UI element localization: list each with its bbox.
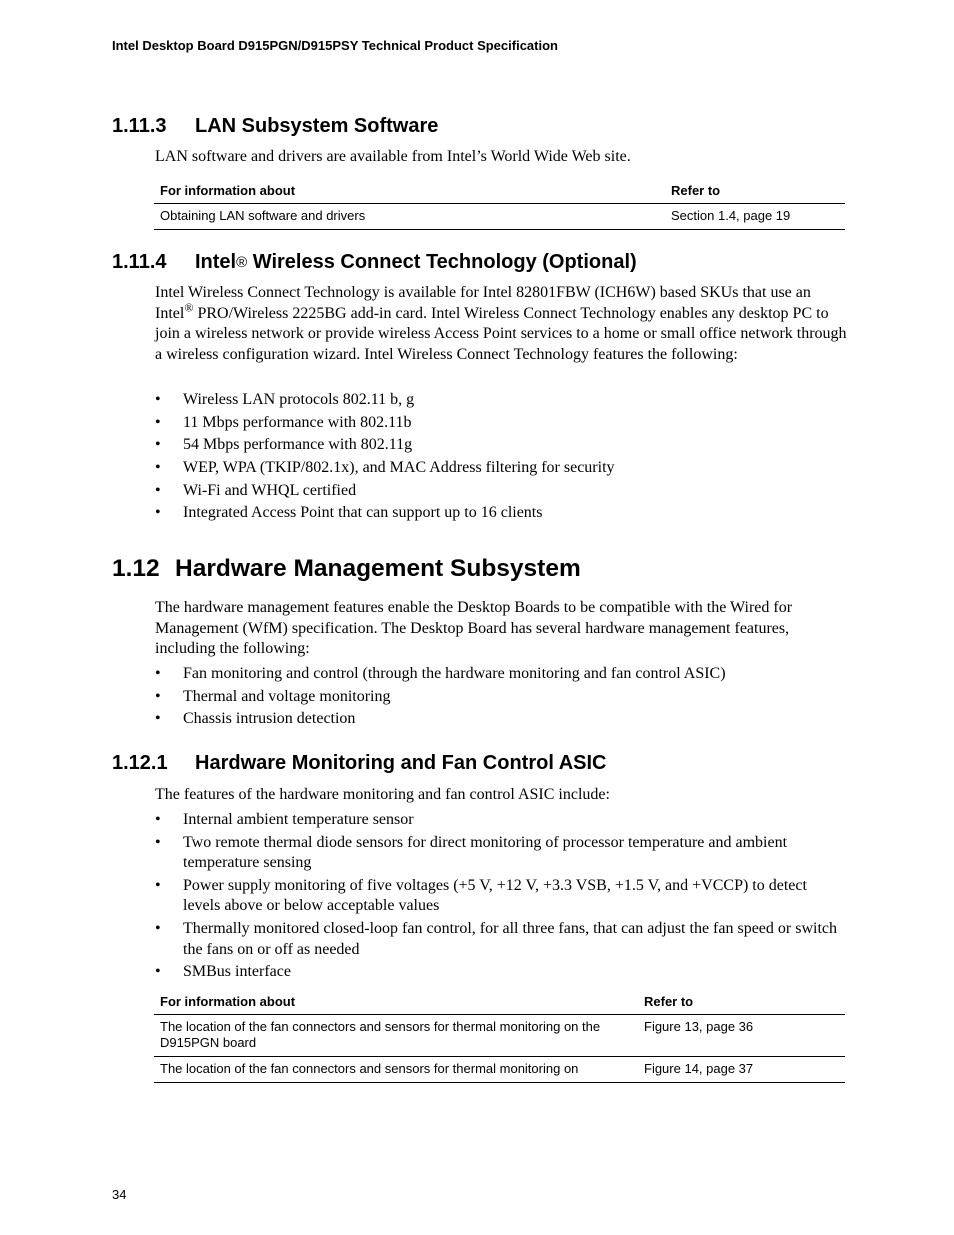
table-header-topic: For information about xyxy=(154,179,665,204)
wireless-connect-intro xyxy=(155,283,847,365)
table-cell-topic: The location of the fan connectors and sensors for thermal monitoring on the D915PGN board xyxy=(154,1015,638,1057)
list-item xyxy=(155,503,847,524)
list-item-text: Internal ambient temperature sensor xyxy=(183,811,414,828)
table-header-refer: Refer to xyxy=(665,179,845,204)
bullet-icon: • xyxy=(155,413,161,431)
list-item-text: 11 Mbps performance with 802.11b xyxy=(183,413,412,431)
table-cell-topic: Obtaining LAN software and drivers xyxy=(154,204,665,230)
list-item xyxy=(155,919,847,960)
list-item-text: Thermally monitored closed-loop fan control, for all three fans, that can adjust the fan speed or switch the fans on or off as needed xyxy=(183,920,838,958)
bullet-icon: • xyxy=(155,436,161,454)
bullet-icon: • xyxy=(155,811,161,828)
list-item xyxy=(155,962,847,983)
list-item-text: SMBus interface xyxy=(183,963,291,981)
bullet-icon: • xyxy=(155,391,161,408)
bullet-icon: • xyxy=(155,710,161,728)
running-header: Intel Desktop Board D915PGN/D915PSY Technical Product Specification xyxy=(112,38,558,53)
lan-reference-table xyxy=(154,179,845,230)
section-number: 1.12.1 xyxy=(112,752,168,774)
list-item xyxy=(155,664,847,685)
table-header-row xyxy=(154,990,845,1015)
table-header-topic: For information about xyxy=(154,990,638,1015)
asic-features-list xyxy=(155,810,847,985)
list-item-text: WEP, WPA (TKIP/802.1x), and MAC Address filtering for security xyxy=(183,459,615,477)
list-item-text: Integrated Access Point that can support up to 16 clients xyxy=(183,504,543,522)
section-title-rest: Wireless Connect Technology (Optional) xyxy=(247,251,637,273)
section-heading-1-11-3 xyxy=(112,115,438,138)
registered-mark: ® xyxy=(184,300,194,315)
table-cell-refer: Figure 14, page 37 xyxy=(638,1057,845,1083)
fan-reference-table xyxy=(154,990,845,1083)
section-heading-1-12 xyxy=(112,555,581,583)
table-cell-topic: The location of the fan connectors and sensors for thermal monitoring on xyxy=(154,1057,638,1083)
list-item-text: Chassis intrusion detection xyxy=(183,710,356,728)
section-heading-1-11-4 xyxy=(112,251,637,274)
bullet-icon: • xyxy=(155,833,161,851)
section-heading-1-12-1 xyxy=(112,752,606,775)
list-item xyxy=(155,390,847,411)
bullet-icon: • xyxy=(155,920,161,938)
bullet-icon: • xyxy=(155,687,161,705)
list-item xyxy=(155,481,847,502)
wireless-intro-part2: PRO/Wireless 2225BG add-in card. Intel Wireless Connect Technology enables any desktop PC to join a wireless network or provide wireless Access Point services to a home or small office network through a wireless configuration wizard. Intel Wireless Connect Technology features the following: xyxy=(155,304,847,363)
hardware-management-intro: The hardware management features enable the Desktop Boards to be compatible with the Wired for Management (WfM) specification. The Desktop Board has several hardware management features, including the following: xyxy=(155,599,793,657)
list-item-text: Power supply monitoring of five voltages (+5 V, +12 V, +3.3 VSB, +1.5 V, and +VCCP) to detect levels above or below acceptable values xyxy=(183,876,807,915)
registered-mark: ® xyxy=(236,254,248,271)
list-item-text: Wi-Fi and WHQL certified xyxy=(183,481,357,499)
hardware-management-list xyxy=(155,664,847,732)
table-row xyxy=(154,204,845,230)
bullet-icon: • xyxy=(155,481,161,499)
section-number: 1.11.3 xyxy=(112,115,167,137)
table-row xyxy=(154,1015,845,1057)
table-cell-refer: Section 1.4, page 19 xyxy=(665,204,845,230)
section-number: 1.12 xyxy=(112,555,160,582)
bullet-icon: • xyxy=(155,459,161,477)
table-cell-refer: Figure 13, page 36 xyxy=(638,1015,845,1057)
section-title: Hardware Management Subsystem xyxy=(175,555,581,582)
table-header-row xyxy=(154,179,845,204)
table-row xyxy=(154,1057,845,1083)
list-item xyxy=(155,833,847,874)
bullet-icon: • xyxy=(155,504,161,522)
wireless-intro-part1: Intel Wireless Connect Technology is available for Intel 82801FBW (ICH6W) based SKUs that use an Intel xyxy=(155,284,811,322)
lan-software-intro: LAN software and drivers are available from Intel’s World Wide Web site. xyxy=(155,148,631,165)
page-number: 34 xyxy=(112,1187,127,1202)
list-item xyxy=(155,413,847,434)
list-item xyxy=(155,810,847,831)
table-header-refer: Refer to xyxy=(638,990,845,1015)
section-title: LAN Subsystem Software xyxy=(195,115,439,137)
list-item-text: Fan monitoring and control (through the hardware monitoring and fan control ASIC) xyxy=(183,665,726,682)
list-item xyxy=(155,687,847,708)
list-item xyxy=(155,709,847,730)
section-number: 1.11.4 xyxy=(112,251,167,273)
section-title-intel: Intel xyxy=(195,251,237,273)
list-item xyxy=(155,876,847,917)
bullet-icon: • xyxy=(155,665,161,682)
bullet-icon: • xyxy=(155,963,161,981)
list-item-text: 54 Mbps performance with 802.11g xyxy=(183,436,413,454)
list-item xyxy=(155,435,847,456)
bullet-icon: • xyxy=(155,876,161,894)
list-item-text: Thermal and voltage monitoring xyxy=(183,687,391,705)
list-item xyxy=(155,458,847,479)
section-title: Hardware Monitoring and Fan Control ASIC xyxy=(195,752,607,774)
list-item-text: Two remote thermal diode sensors for direct monitoring of processor temperature and ambient temperature sensing xyxy=(183,833,788,872)
asic-features-intro: The features of the hardware monitoring and fan control ASIC include: xyxy=(155,786,610,803)
list-item-text: Wireless LAN protocols 802.11 b, g xyxy=(183,391,415,408)
wireless-features-list xyxy=(155,390,847,526)
